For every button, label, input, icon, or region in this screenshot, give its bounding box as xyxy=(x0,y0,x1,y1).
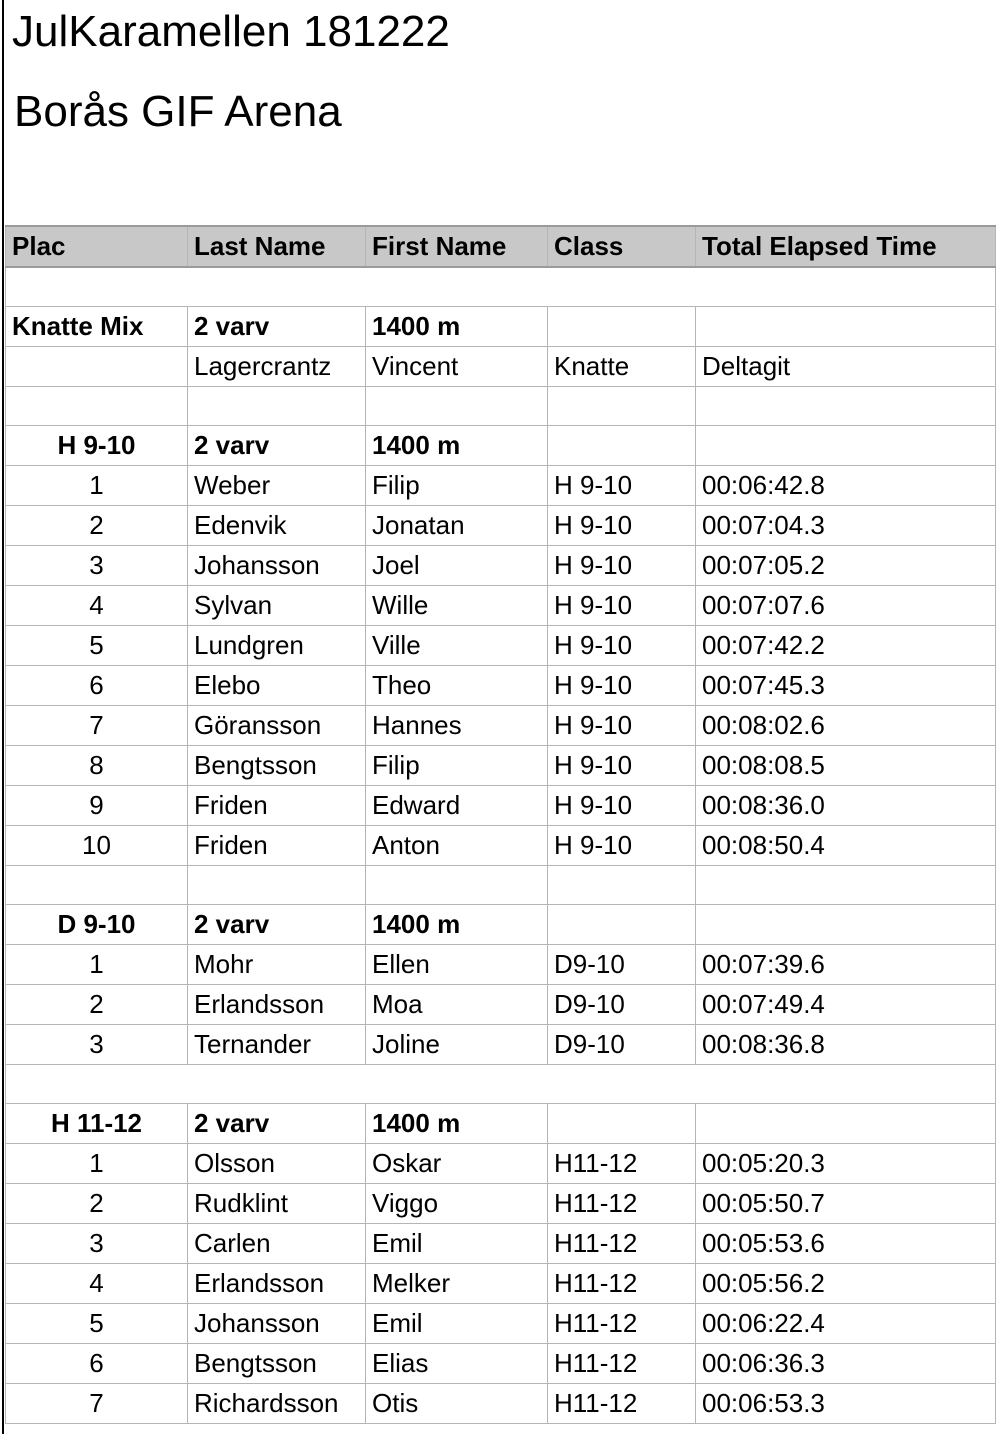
first-name: Hannes xyxy=(366,705,548,745)
placement: 1 xyxy=(6,1143,188,1183)
last-name: Erlandsson xyxy=(188,984,366,1024)
class: H 9-10 xyxy=(548,825,696,865)
class-empty-cell xyxy=(548,1103,696,1143)
elapsed-time: 00:05:53.6 xyxy=(696,1223,996,1263)
placement: 3 xyxy=(6,1223,188,1263)
spacer-cell xyxy=(548,865,696,904)
first-name: Oskar xyxy=(366,1143,548,1183)
last-name: Friden xyxy=(188,825,366,865)
placement: 5 xyxy=(6,1303,188,1343)
class: H11-12 xyxy=(548,1183,696,1223)
column-header-last-name: Last Name xyxy=(188,226,366,267)
spacer-row xyxy=(6,386,996,425)
elapsed-time: 00:07:05.2 xyxy=(696,545,996,585)
last-name: Bengtsson xyxy=(188,745,366,785)
last-name: Johansson xyxy=(188,1303,366,1343)
class: D9-10 xyxy=(548,984,696,1024)
table-row xyxy=(6,1143,996,1183)
class: H 9-10 xyxy=(548,745,696,785)
last-name: Elebo xyxy=(188,665,366,705)
results-table xyxy=(5,225,996,1424)
class: H 9-10 xyxy=(548,585,696,625)
elapsed-time: 00:06:22.4 xyxy=(696,1303,996,1343)
column-header-plac: Plac xyxy=(6,226,188,267)
class-empty-cell xyxy=(548,425,696,465)
spacer-row xyxy=(6,865,996,904)
spacer-cell xyxy=(366,386,548,425)
class-laps: 2 varv xyxy=(188,1103,366,1143)
last-name: Bengtsson xyxy=(188,1343,366,1383)
spacer-cell xyxy=(6,267,996,306)
table-row xyxy=(6,346,996,386)
table-row xyxy=(6,625,996,665)
placement: 2 xyxy=(6,1183,188,1223)
elapsed-time: Deltagit xyxy=(696,346,996,386)
class: H 9-10 xyxy=(548,705,696,745)
first-name: Moa xyxy=(366,984,548,1024)
class-heading-row xyxy=(6,904,996,944)
class: Knatte xyxy=(548,346,696,386)
class-distance: 1400 m xyxy=(366,904,548,944)
first-name: Jonatan xyxy=(366,505,548,545)
last-name: Carlen xyxy=(188,1223,366,1263)
table-row xyxy=(6,1343,996,1383)
table-row xyxy=(6,465,996,505)
first-name: Ellen xyxy=(366,944,548,984)
elapsed-time: 00:08:02.6 xyxy=(696,705,996,745)
placement: 9 xyxy=(6,785,188,825)
class-distance: 1400 m xyxy=(366,1103,548,1143)
elapsed-time: 00:08:50.4 xyxy=(696,825,996,865)
placement: 5 xyxy=(6,625,188,665)
class-distance: 1400 m xyxy=(366,425,548,465)
spacer-cell xyxy=(6,865,188,904)
last-name: Edenvik xyxy=(188,505,366,545)
class-name: D 9-10 xyxy=(6,904,188,944)
spacer-cell xyxy=(366,865,548,904)
elapsed-time: 00:06:36.3 xyxy=(696,1343,996,1383)
last-name: Friden xyxy=(188,785,366,825)
class-laps: 2 varv xyxy=(188,306,366,346)
table-row xyxy=(6,1024,996,1064)
table-header-row xyxy=(6,226,996,267)
spacer-cell xyxy=(188,865,366,904)
last-name: Ternander xyxy=(188,1024,366,1064)
last-name: Mohr xyxy=(188,944,366,984)
last-name: Weber xyxy=(188,465,366,505)
elapsed-time: 00:08:36.8 xyxy=(696,1024,996,1064)
class-name: Knatte Mix xyxy=(6,306,188,346)
elapsed-time: 00:06:53.3 xyxy=(696,1383,996,1423)
first-name: Theo xyxy=(366,665,548,705)
first-name: Joline xyxy=(366,1024,548,1064)
first-name: Emil xyxy=(366,1303,548,1343)
class: H11-12 xyxy=(548,1223,696,1263)
class: H 9-10 xyxy=(548,785,696,825)
table-row xyxy=(6,545,996,585)
first-name: Joel xyxy=(366,545,548,585)
placement xyxy=(6,346,188,386)
column-header-class: Class xyxy=(548,226,696,267)
class-laps: 2 varv xyxy=(188,425,366,465)
first-name: Filip xyxy=(366,465,548,505)
first-name: Emil xyxy=(366,1223,548,1263)
table-row xyxy=(6,745,996,785)
elapsed-time: 00:07:49.4 xyxy=(696,984,996,1024)
table-row xyxy=(6,1223,996,1263)
class: H11-12 xyxy=(548,1303,696,1343)
table-row xyxy=(6,505,996,545)
placement: 3 xyxy=(6,545,188,585)
page-title: JulKaramellen 181222 xyxy=(12,7,450,56)
class-heading-row xyxy=(6,306,996,346)
elapsed-time: 00:05:50.7 xyxy=(696,1183,996,1223)
table-row xyxy=(6,825,996,865)
last-name: Richardsson xyxy=(188,1383,366,1423)
last-name: Lundgren xyxy=(188,625,366,665)
first-name: Filip xyxy=(366,745,548,785)
spacer-cell xyxy=(6,386,188,425)
placement: 3 xyxy=(6,1024,188,1064)
last-name: Olsson xyxy=(188,1143,366,1183)
last-name: Lagercrantz xyxy=(188,346,366,386)
class-empty-cell xyxy=(696,1103,996,1143)
spacer-cell xyxy=(188,386,366,425)
venue-subtitle: Borås GIF Arena xyxy=(14,87,342,136)
elapsed-time: 00:07:42.2 xyxy=(696,625,996,665)
last-name: Rudklint xyxy=(188,1183,366,1223)
class-laps: 2 varv xyxy=(188,904,366,944)
first-name: Edward xyxy=(366,785,548,825)
placement: 1 xyxy=(6,944,188,984)
placement: 4 xyxy=(6,1263,188,1303)
class-distance: 1400 m xyxy=(366,306,548,346)
spacer-row xyxy=(6,1064,996,1103)
first-name: Elias xyxy=(366,1343,548,1383)
last-name: Erlandsson xyxy=(188,1263,366,1303)
class: H 9-10 xyxy=(548,545,696,585)
spacer-row xyxy=(6,267,996,306)
last-name: Johansson xyxy=(188,545,366,585)
last-name: Göransson xyxy=(188,705,366,745)
first-name: Vincent xyxy=(366,346,548,386)
class: D9-10 xyxy=(548,1024,696,1064)
placement: 2 xyxy=(6,505,188,545)
class-name: H 9-10 xyxy=(6,425,188,465)
placement: 6 xyxy=(6,1343,188,1383)
class-name: H 11-12 xyxy=(6,1103,188,1143)
first-name: Melker xyxy=(366,1263,548,1303)
spacer-cell xyxy=(696,386,996,425)
table-row xyxy=(6,1263,996,1303)
class-empty-cell xyxy=(696,425,996,465)
class: H 9-10 xyxy=(548,505,696,545)
placement: 4 xyxy=(6,585,188,625)
table-row xyxy=(6,585,996,625)
elapsed-time: 00:07:04.3 xyxy=(696,505,996,545)
first-name: Anton xyxy=(366,825,548,865)
class-heading-row xyxy=(6,425,996,465)
class: H 9-10 xyxy=(548,665,696,705)
table-row xyxy=(6,705,996,745)
spacer-cell xyxy=(548,386,696,425)
class: H11-12 xyxy=(548,1263,696,1303)
elapsed-time: 00:07:45.3 xyxy=(696,665,996,705)
first-name: Wille xyxy=(366,585,548,625)
last-name: Sylvan xyxy=(188,585,366,625)
first-name: Ville xyxy=(366,625,548,665)
class-empty-cell xyxy=(548,904,696,944)
spacer-cell xyxy=(6,1064,996,1103)
column-header-first-name: First Name xyxy=(366,226,548,267)
placement: 7 xyxy=(6,1383,188,1423)
elapsed-time: 00:05:20.3 xyxy=(696,1143,996,1183)
placement: 10 xyxy=(6,825,188,865)
placement: 1 xyxy=(6,465,188,505)
class: H11-12 xyxy=(548,1383,696,1423)
table-row xyxy=(6,1183,996,1223)
table-row xyxy=(6,1383,996,1423)
class-heading-row xyxy=(6,1103,996,1143)
first-name: Otis xyxy=(366,1383,548,1423)
elapsed-time: 00:05:56.2 xyxy=(696,1263,996,1303)
class-empty-cell xyxy=(696,306,996,346)
elapsed-time: 00:07:39.6 xyxy=(696,944,996,984)
spacer-cell xyxy=(696,865,996,904)
table-row xyxy=(6,944,996,984)
elapsed-time: 00:08:08.5 xyxy=(696,745,996,785)
first-name: Viggo xyxy=(366,1183,548,1223)
table-row xyxy=(6,785,996,825)
left-border-rule xyxy=(2,0,4,1434)
placement: 2 xyxy=(6,984,188,1024)
placement: 6 xyxy=(6,665,188,705)
placement: 7 xyxy=(6,705,188,745)
class: H 9-10 xyxy=(548,465,696,505)
table-row xyxy=(6,984,996,1024)
results-body xyxy=(6,267,996,1423)
elapsed-time: 00:07:07.6 xyxy=(696,585,996,625)
elapsed-time: 00:06:42.8 xyxy=(696,465,996,505)
class-empty-cell xyxy=(548,306,696,346)
class-empty-cell xyxy=(696,904,996,944)
class: H11-12 xyxy=(548,1343,696,1383)
table-row xyxy=(6,1303,996,1343)
elapsed-time: 00:08:36.0 xyxy=(696,785,996,825)
class: H 9-10 xyxy=(548,625,696,665)
class: D9-10 xyxy=(548,944,696,984)
placement: 8 xyxy=(6,745,188,785)
class: H11-12 xyxy=(548,1143,696,1183)
table-row xyxy=(6,665,996,705)
column-header-total-elapsed-time: Total Elapsed Time xyxy=(696,226,996,267)
